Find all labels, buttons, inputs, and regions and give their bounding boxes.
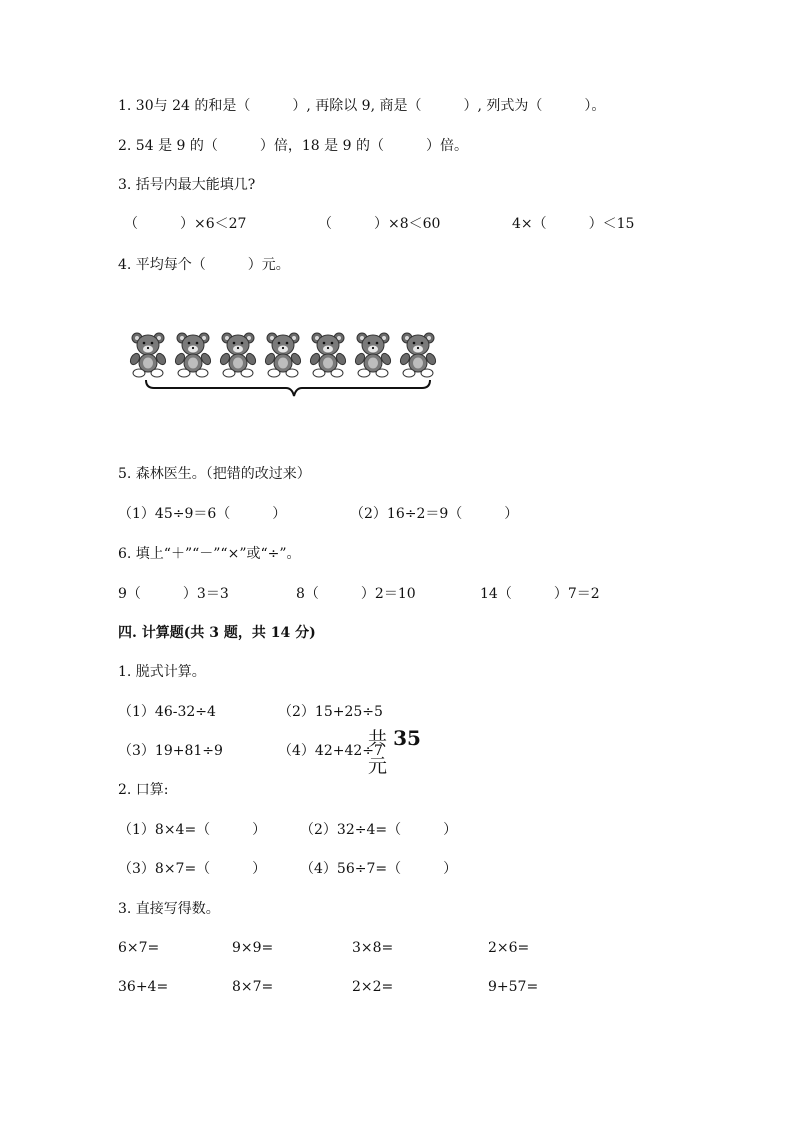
q1-line: 1. 30与 24 的和是（ ）, 再除以 9, 商是（ ）, 列式为（ ）。 (118, 98, 606, 114)
q5-item: （2）16÷2＝9（ ） (350, 506, 519, 522)
calc-q2-item: （1）8×4=（ ） (118, 822, 267, 838)
teddy-bear-icon (128, 330, 168, 378)
calc-q3-item: 6×7= (118, 940, 160, 956)
calc-q3-item: 9+57= (488, 979, 539, 995)
calc-q2-item: （4）56÷7=（ ） (300, 861, 458, 877)
calc-q2-item: （2）32÷4=（ ） (300, 822, 458, 838)
q6-item: 8（ ）2＝10 (296, 586, 416, 602)
teddy-bear-icon (218, 330, 258, 378)
calc-q3-item: 8×7= (232, 979, 274, 995)
q3-item: （ ）×8＜60 (318, 216, 441, 232)
calc-q3-item: 2×6= (488, 940, 530, 956)
calc-q1-item: （4）42+42÷7 (278, 743, 383, 759)
calc-q2-item: （3）8×7=（ ） (118, 861, 267, 877)
q3-item: （ ）×6＜27 (124, 216, 247, 232)
section-title: 四. 计算题(共 3 题，共 14 分) (118, 625, 316, 641)
calc-q3-title: 3. 直接写得数。 (118, 901, 220, 917)
q5-item: （1）45÷9＝6（ ） (118, 506, 287, 522)
q3-item: 4×（ ）＜15 (512, 216, 635, 232)
calc-q1-title: 1. 脱式计算。 (118, 664, 206, 680)
q6-item: 14（ ）7＝2 (480, 586, 600, 602)
q2-line: 2. 54 是 9 的（ ）倍，18 是 9 的（ ）倍。 (118, 138, 468, 154)
teddy-bear-icon (263, 330, 303, 378)
teddy-bear-icon (308, 330, 348, 378)
calc-q2-title: 2. 口算: (118, 782, 169, 798)
q6-item: 9（ ）3＝3 (118, 586, 229, 602)
q5-title: 5. 森林医生。（把错的改过来） (118, 466, 311, 482)
calc-q1-item: （2）15+25÷5 (278, 704, 383, 720)
calc-q3-item: 2×2= (352, 979, 394, 995)
teddy-bear-icon (353, 330, 393, 378)
calc-q1-item: （3）19+81÷9 (118, 743, 223, 759)
calc-q3-item: 36+4= (118, 979, 169, 995)
q3-title: 3. 括号内最大能填几? (118, 177, 256, 193)
bear-total-value: 35 (393, 726, 421, 750)
bear-total-suffix: 元 (368, 755, 388, 777)
teddy-bear-icon (398, 330, 438, 378)
q6-title: 6. 填上“＋”“－”“×”或“÷”。 (118, 546, 301, 562)
teddy-bear-icon (173, 330, 213, 378)
calc-q3-item: 3×8= (352, 940, 394, 956)
calc-q3-item: 9×9= (232, 940, 274, 956)
q4-title: 4. 平均每个（ ）元。 (118, 257, 290, 273)
bear-total-prefix: 共 (368, 728, 388, 750)
calc-q1-item: （1）46-32÷4 (118, 704, 216, 720)
